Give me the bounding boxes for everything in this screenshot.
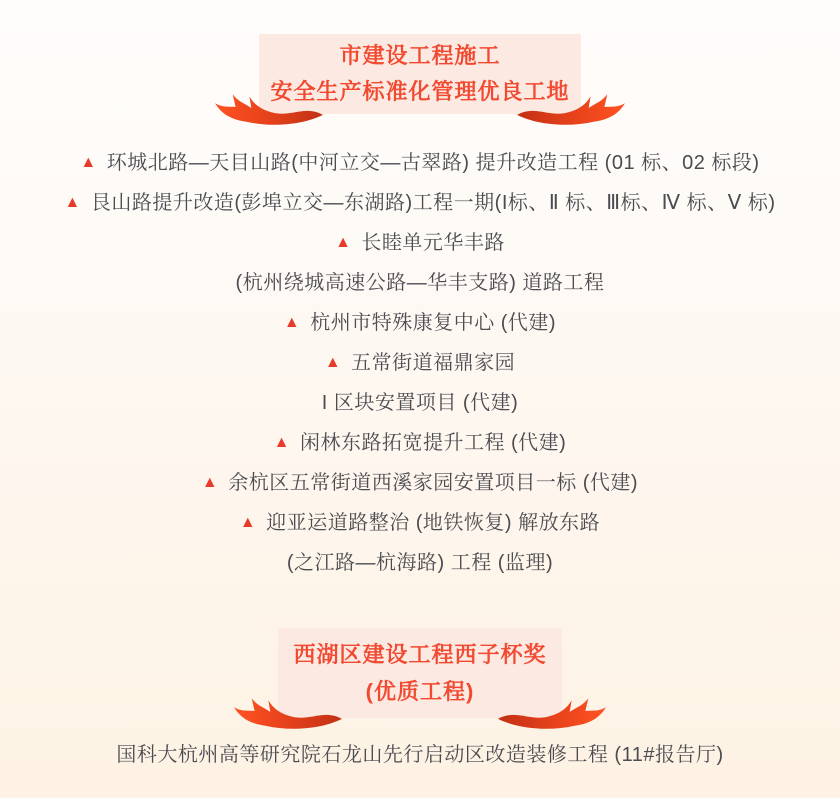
section1-title-line-2: 安全生产标准化管理优良工地 (270, 79, 570, 104)
triangle-marker-icon: ▲ (335, 234, 352, 251)
list-item (0, 503, 840, 543)
item-text: 长睦单元华丰路 (361, 232, 505, 254)
section1-title-banner (259, 34, 581, 114)
triangle-marker-icon: ▲ (324, 354, 342, 371)
list-item (0, 183, 840, 223)
section2-project-list (0, 735, 840, 775)
section2-title-line-2: (优质工程) (365, 679, 475, 704)
ribbon-left-icon (215, 89, 323, 129)
ribbon-left-icon (234, 693, 342, 733)
list-item (0, 223, 840, 263)
list-item (0, 143, 840, 183)
item-text: I 区块安置项目 (代建) (321, 392, 519, 414)
section1-title-line-1: 市建设工程施工 (339, 43, 501, 68)
item-text: 闲林东路拓宽提升工程 (代建) (299, 432, 567, 454)
ribbon-right-icon (517, 89, 625, 129)
triangle-marker-icon: ▲ (80, 154, 97, 171)
item-text: 环城北路—天目山路(中河立交—古翠路) 提升改造工程 (01 标、02 标段) (106, 152, 760, 174)
list-item (0, 343, 840, 383)
item-text: 余杭区五常街道西溪家园安置项目一标 (代建) (228, 472, 639, 494)
item-text: 五常街道福鼎家园 (351, 352, 516, 374)
list-item (0, 423, 840, 463)
item-text: 国科大杭州高等研究院石龙山先行启动区改造装修工程 (11#报告厅) (116, 744, 724, 766)
triangle-marker-icon: ▲ (239, 514, 257, 531)
list-item (0, 463, 840, 503)
item-text: 杭州市特殊康复中心 (代建) (310, 312, 557, 334)
list-item-continuation (0, 263, 840, 303)
triangle-marker-icon: ▲ (201, 474, 219, 491)
list-item (0, 303, 840, 343)
item-text: (杭州绕城高速公路—华丰支路) 道路工程 (235, 272, 605, 294)
list-item-continuation (0, 543, 840, 583)
list-item (0, 735, 840, 775)
list-item-continuation (0, 383, 840, 423)
section1-project-list (0, 143, 840, 583)
triangle-marker-icon: ▲ (283, 314, 301, 331)
item-text: 艮山路提升改造(彭埠立交—东湖路)工程一期(I标、Ⅱ 标、Ⅲ标、Ⅳ 标、Ⅴ 标) (90, 192, 776, 214)
ribbon-right-icon (498, 693, 606, 733)
triangle-marker-icon: ▲ (64, 194, 81, 211)
item-text: 迎亚运道路整治 (地铁恢复) 解放东路 (266, 512, 601, 534)
item-text: (之江路—杭海路) 工程 (监理) (286, 552, 554, 574)
section2-title-line-1: 西湖区建设工程西子杯奖 (293, 642, 547, 667)
triangle-marker-icon: ▲ (273, 434, 290, 451)
section2-title-banner (278, 628, 562, 718)
